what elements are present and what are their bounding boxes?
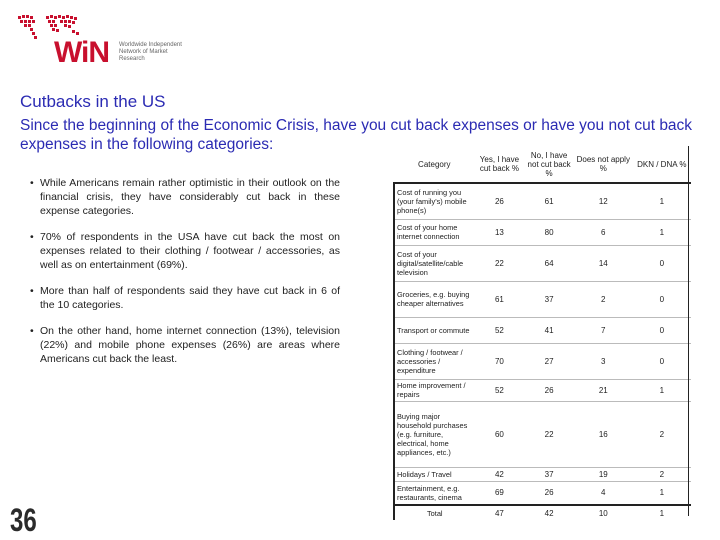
- row-category: Transport or commute: [394, 317, 475, 343]
- header-category: Category: [418, 159, 451, 169]
- bullet-dot-icon: •: [30, 177, 34, 189]
- header-dkn-dna: DKN / DNA %: [637, 159, 687, 169]
- row-no: 80: [524, 219, 574, 245]
- table-row: [394, 281, 691, 317]
- cutbacks-table: [393, 146, 691, 520]
- bullet-item: [30, 230, 340, 272]
- row-yes: 52: [475, 379, 525, 401]
- total-dkn: 1: [633, 505, 691, 520]
- row-dkn: 1: [633, 183, 691, 219]
- table-total-row: [394, 505, 691, 520]
- row-no: 27: [524, 343, 574, 379]
- row-category: Groceries, e.g. buying cheaper alternatives: [394, 281, 475, 317]
- row-category: Cost of running you (your family's) mobile phone(s): [394, 183, 475, 219]
- table-row: [394, 317, 691, 343]
- bullet-dot-icon: •: [30, 325, 34, 337]
- row-category: Home improvement / repairs: [394, 379, 475, 401]
- row-dkn: 0: [633, 343, 691, 379]
- bullet-text: On the other hand, home internet connection (13%), television (22%) and mobile phone expenses (26%) are areas where Americans cut back the least.: [40, 325, 340, 365]
- total-no: 42: [524, 505, 574, 520]
- row-yes: 61: [475, 281, 525, 317]
- row-dkn: 2: [633, 467, 691, 481]
- row-does-not-apply: 7: [574, 317, 633, 343]
- row-does-not-apply: 3: [574, 343, 633, 379]
- page-subtitle: Since the beginning of the Economic Crisis, have you cut back expenses or have you not cut back expenses in the following categories:: [20, 117, 693, 153]
- table-row: [394, 245, 691, 281]
- row-category: Cost of your digital/satellite/cable television: [394, 245, 475, 281]
- bullet-text: While Americans remain rather optimistic in their outlook on the financial crisis, they have considerably cut back in these expense categories.: [40, 177, 340, 217]
- row-does-not-apply: 4: [574, 481, 633, 505]
- bullet-dot-icon: •: [30, 285, 34, 297]
- header-yes: Yes, I have cut back %: [479, 155, 520, 173]
- row-no: 26: [524, 379, 574, 401]
- bullet-text: More than half of respondents said they have cut back in 6 of the 10 categories.: [40, 285, 340, 311]
- row-no: 41: [524, 317, 574, 343]
- header-no: No, I have not cut back %: [527, 150, 571, 178]
- win-logo: [16, 12, 182, 69]
- row-does-not-apply: 14: [574, 245, 633, 281]
- row-dkn: 2: [633, 401, 691, 467]
- row-no: 64: [524, 245, 574, 281]
- row-no: 26: [524, 481, 574, 505]
- bullet-item: [30, 176, 340, 218]
- table-row: [394, 219, 691, 245]
- row-does-not-apply: 16: [574, 401, 633, 467]
- row-yes: 52: [475, 317, 525, 343]
- table-row: [394, 401, 691, 467]
- row-does-not-apply: 6: [574, 219, 633, 245]
- row-no: 37: [524, 281, 574, 317]
- row-yes: 13: [475, 219, 525, 245]
- row-yes: 70: [475, 343, 525, 379]
- row-yes: 22: [475, 245, 525, 281]
- row-dkn: 1: [633, 219, 691, 245]
- row-category: Entertainment, e.g. restaurants, cinema: [394, 481, 475, 505]
- logo-subtitle: Worldwide Independent Network of Market Research: [119, 42, 182, 62]
- table-row: [394, 379, 691, 401]
- bullet-item: [30, 284, 340, 312]
- bullet-text: 70% of respondents in the USA have cut back the most on expenses related to their clothing / footwear / accessories, as well as on entertainment (69%).: [40, 231, 340, 271]
- row-no: 22: [524, 401, 574, 467]
- page-title: Cutbacks in the US: [20, 92, 166, 111]
- table-row: [394, 481, 691, 505]
- header-does-not-apply: Does not apply %: [576, 155, 630, 173]
- row-category: Buying major household purchases (e.g. furniture, electrical, home appliances, etc.): [394, 401, 475, 467]
- row-yes: 60: [475, 401, 525, 467]
- row-dkn: 0: [633, 281, 691, 317]
- table-row: [394, 467, 691, 481]
- row-dkn: 0: [633, 317, 691, 343]
- row-category: Cost of your home internet connection: [394, 219, 475, 245]
- bullet-dot-icon: •: [30, 231, 34, 243]
- bullet-item: [30, 324, 340, 366]
- row-dkn: 0: [633, 245, 691, 281]
- row-dkn: 1: [633, 481, 691, 505]
- row-category: Clothing / footwear / accessories / expenditure: [394, 343, 475, 379]
- table-header-row: [394, 146, 691, 183]
- total-does-not-apply: 10: [574, 505, 633, 520]
- page-number: 36: [10, 502, 37, 538]
- logo-wordmark: WiN: [54, 36, 110, 69]
- row-does-not-apply: 21: [574, 379, 633, 401]
- row-dkn: 1: [633, 379, 691, 401]
- total-label: Total: [394, 505, 475, 520]
- row-yes: 69: [475, 481, 525, 505]
- row-yes: 42: [475, 467, 525, 481]
- total-yes: 47: [475, 505, 525, 520]
- bullet-list: [30, 176, 340, 378]
- row-no: 37: [524, 467, 574, 481]
- table-row: [394, 183, 691, 219]
- row-does-not-apply: 19: [574, 467, 633, 481]
- row-does-not-apply: 12: [574, 183, 633, 219]
- table-row: [394, 343, 691, 379]
- row-no: 61: [524, 183, 574, 219]
- row-yes: 26: [475, 183, 525, 219]
- row-category: Holidays / Travel: [394, 467, 475, 481]
- row-does-not-apply: 2: [574, 281, 633, 317]
- cutbacks-table-container: [393, 146, 691, 520]
